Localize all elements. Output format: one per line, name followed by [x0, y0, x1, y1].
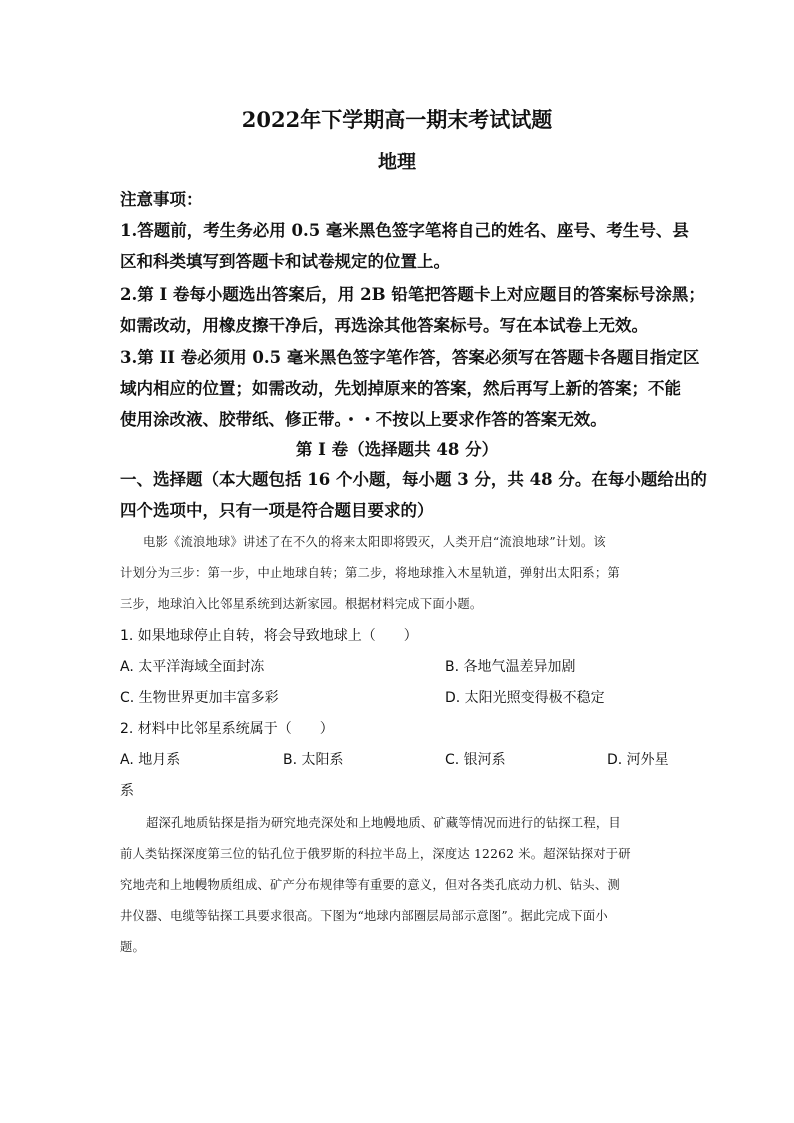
notice-line-5: 3.第 II 卷必须用 0.5 毫米黑色签字笔作答，答案必须写在答题卡各题目指定区: [120, 348, 700, 367]
q2-option-c: C. 银河系: [445, 752, 506, 768]
q2-option-a: A. 地月系: [120, 752, 181, 768]
section-instruction-line-1: 一、选择题（本大题包括 16 个小题，每小题 3 分，共 48 分。在每小题给出的: [120, 470, 707, 489]
passage1-line-3: 三步，地球泊入比邻星系统到达新家园。根据材料完成下面小题。: [120, 597, 483, 611]
passage2-line-1: 超深孔地质钻探是指为研究地壳深处和上地幔地质、矿藏等情况而进行的钻探工程，目: [146, 816, 621, 830]
passage1-line-2: 计划分为三步：第一步，中止地球自转；第二步，将地球推入木星轨道，弹射出太阳系；第: [120, 566, 620, 580]
passage2-line-2: 前人类钻探深度第三位的钻孔位于俄罗斯的科拉半岛上，深度达 12262 米。超深钻探对于研: [120, 847, 631, 861]
notice-line-3: 2.第 I 卷每小题选出答案后，用 2B 铅笔把答题卡上对应题目的答案标号涂黑；: [120, 285, 705, 304]
q2-option-d-wrap: 系: [120, 783, 134, 799]
passage1-line-1: 电影《流浪地球》讲述了在不久的将来太阳即将毁灭，人类开启“流浪地球”计划。该: [143, 535, 606, 549]
q1-option-b: B. 各地气温差异加剧: [445, 659, 576, 675]
notice-heading: 注意事项：: [120, 190, 203, 209]
q1-option-c: C. 生物世界更加丰富多彩: [120, 690, 279, 706]
notice-line-2: 区和科类填写到答题卡和试卷规定的位置上。: [120, 252, 450, 271]
q1-option-d: D. 太阳光照变得极不稳定: [445, 690, 605, 706]
passage2-line-5: 题。: [120, 940, 145, 954]
section-heading: 第 I 卷（选择题共 48 分）: [295, 440, 499, 459]
subject-title: 地理: [377, 151, 416, 173]
notice-line-6: 域内相应的位置；如需改动，先划掉原来的答案，然后再写上新的答案；不能: [120, 379, 681, 398]
exam-title: 2022年下学期高一期末考试试题: [241, 107, 553, 132]
section-instruction-line-2: 四个选项中，只有一项是符合题目要求的）: [120, 501, 434, 520]
q2-stem: 2. 材料中比邻星系统属于（ ）: [120, 721, 334, 737]
notice-line-4: 如需改动，用橡皮擦干净后，再选涂其他答案标号。写在本试卷上无效。: [120, 316, 648, 335]
passage2-line-3: 究地壳和上地幔物质组成、矿产分布规律等有重要的意义，但对各类孔底动力机、钻头、测: [120, 878, 620, 892]
q1-option-a: A. 太平洋海域全面封冻: [120, 659, 265, 675]
q1-stem: 1. 如果地球停止自转，将会导致地球上（ ）: [120, 628, 418, 644]
notice-line-7: 使用涂改液、胶带纸、修正带。・・不按以上要求作答的答案无效。: [120, 410, 607, 429]
passage2-line-4: 井仪器、电缆等钻探工具要求很高。下图为“地球内部圈层局部示意图”。据此完成下面小: [120, 909, 608, 923]
notice-line-1: 1.答题前，考生务必用 0.5 毫米黑色签字笔将自己的姓名、座号、考生号、县: [120, 221, 689, 240]
q2-option-d: D. 河外星: [607, 752, 669, 768]
q2-option-b: B. 太阳系: [283, 752, 344, 768]
